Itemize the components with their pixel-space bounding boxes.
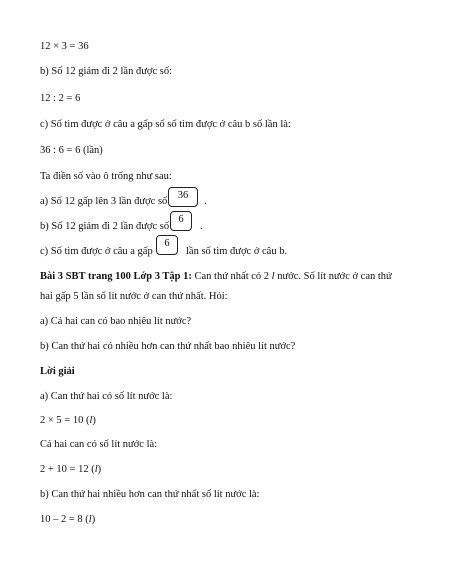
fill-line-c [40, 245, 153, 259]
fill-line-b-end: . [200, 221, 203, 232]
solution-line-1: a) Can thứ hai có số lít nước là: [40, 391, 173, 402]
fill-line-a-end: . [204, 196, 207, 207]
exercise-3-text-2: nước. Số lít nước ở can thứ [274, 271, 392, 282]
exercise-3-title: Bài 3 SBT trang 100 Lớp 3 Tập 1: [40, 271, 192, 282]
fill-line-c-text: c) Số tìm được ở câu a gấp [40, 246, 153, 257]
solution-calc-2-close: ) [97, 464, 102, 475]
calc-line-2: 12 : 2 = 6 [40, 93, 81, 104]
answer-box-c: 6 [156, 235, 178, 255]
exercise-3-unit: l [271, 271, 275, 282]
solution-heading: Lời giải [40, 366, 75, 377]
exercise-3-line-2: hai gấp 5 lần số lít nước ở can thứ nhất. Hỏi: [40, 291, 228, 302]
calc-line-1: 12 × 3 = 36 [40, 41, 89, 52]
solution-calc-3 [40, 513, 95, 527]
answer-box-a: 36 [168, 187, 198, 207]
question-b: b) Can thứ hai có nhiều hơn can thứ nhất bao nhiêu lít nước? [40, 341, 296, 352]
solution-line-3: b) Can thứ hai nhiều hơn can thứ nhất số lít nước là: [40, 489, 260, 500]
solution-calc-1 [40, 414, 96, 428]
solution-calc-2-unit: l [94, 464, 98, 475]
solution-calc-3-unit: l [88, 514, 92, 525]
fill-line-a [40, 195, 167, 209]
solution-line-2: Cả hai can có số lít nước là: [40, 439, 158, 450]
solution-calc-3-expr: 10 – 2 = 8 ( [40, 514, 89, 525]
exercise-3-text-1: Can thứ nhất có 2 [191, 271, 272, 282]
solution-calc-1-unit: l [89, 415, 93, 426]
fill-intro: Ta điền số vào ô trống như sau: [40, 171, 172, 182]
question-a: a) Cả hai can có bao nhiêu lít nước? [40, 316, 192, 327]
solution-calc-1-close: ) [92, 415, 96, 426]
exercise-3-heading-line [40, 270, 392, 284]
fill-line-b-text: b) Số 12 giảm đi 2 lần được số [40, 221, 170, 232]
fill-line-b [40, 220, 169, 234]
fill-line-a-text: a) Số 12 gấp lên 3 lần được số [40, 196, 168, 207]
solution-calc-3-close: ) [91, 514, 96, 525]
solution-calc-2-expr: 2 + 10 = 12 ( [40, 464, 95, 475]
solution-calc-2 [40, 463, 101, 477]
text-line-c: c) Số tìm được ở câu a gấp số số tìm được ở câu b số lần là: [40, 119, 291, 130]
solution-calc-1-expr: 2 × 5 = 10 ( [40, 415, 90, 426]
fill-line-c-end: lần số tìm được ở câu b. [186, 246, 288, 257]
answer-box-b: 6 [170, 211, 192, 231]
calc-line-3: 36 : 6 = 6 (lần) [40, 145, 103, 156]
text-line-b: b) Số 12 giảm đi 2 lần được số: [40, 66, 172, 77]
